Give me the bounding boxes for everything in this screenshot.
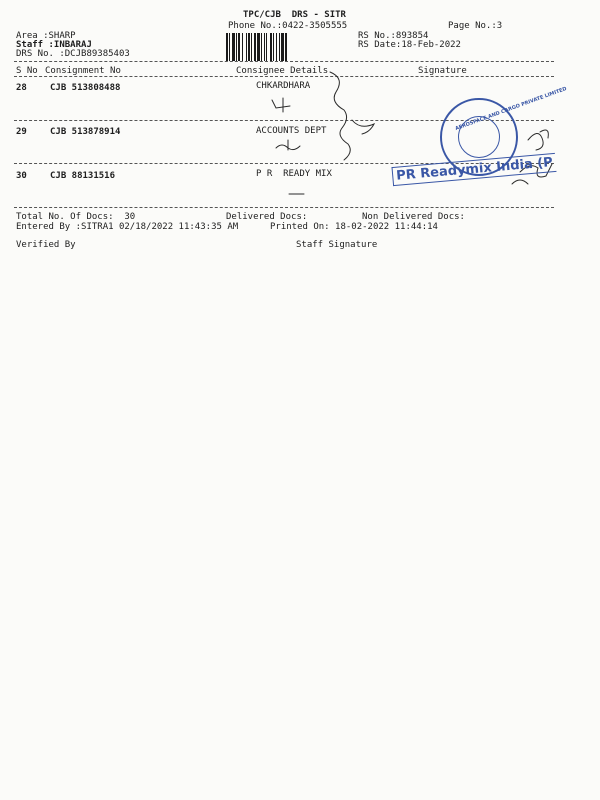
delivered-docs: Delivered Docs: xyxy=(226,212,308,222)
column-header-signature: Signature xyxy=(418,66,467,76)
non-delivered-docs: Non Delivered Docs: xyxy=(362,212,465,222)
page-number: Page No.:3 xyxy=(448,21,503,31)
row-s-no: 28 xyxy=(16,83,27,93)
rs-number: RS No.:893854 xyxy=(358,31,429,41)
column-header-consignment-no: Consignment No xyxy=(45,66,121,76)
printed-on: Printed On: 18-02-2022 11:44:14 xyxy=(270,222,438,232)
row-consignment-no: CJB 513808488 xyxy=(50,83,121,93)
phone-number: Phone No.:0422-3505555 xyxy=(228,21,348,31)
row-consignment-no: CJB 513878914 xyxy=(50,127,121,137)
staff-signature: Staff Signature xyxy=(296,240,378,250)
row-consignee: P R READY MIX xyxy=(256,169,332,179)
row-s-no: 30 xyxy=(16,171,27,181)
total-docs: Total No. Of Docs: 30 xyxy=(16,212,136,222)
drs-number: DRS No. :DCJB89385403 xyxy=(16,49,130,59)
area-field: Area :SHARP xyxy=(16,31,76,41)
row-consignment-no: CJB 88131516 xyxy=(50,171,116,181)
row-s-no: 29 xyxy=(16,127,27,137)
company-name-stamp: PR Readymix India (P xyxy=(391,153,556,186)
staff-field: Staff :INBARAJ xyxy=(16,40,92,50)
column-header-s-no: S No xyxy=(16,66,38,76)
document-title: TPC/CJB DRS - SITR xyxy=(243,10,346,20)
stamp-text: AEROSPACE AND CARGO PRIVATE LIMITED xyxy=(454,85,568,133)
rs-date: RS Date:18-Feb-2022 xyxy=(358,40,461,50)
verified-by: Verified By xyxy=(16,240,76,250)
entered-by: Entered By :SITRA1 02/18/2022 11:43:35 AM xyxy=(16,222,239,232)
row-consignee: ACCOUNTS DEPT xyxy=(256,126,327,136)
row-consignee: CHKARDHARA xyxy=(256,81,311,91)
column-header-consignee-details: Consignee Details xyxy=(236,66,329,76)
